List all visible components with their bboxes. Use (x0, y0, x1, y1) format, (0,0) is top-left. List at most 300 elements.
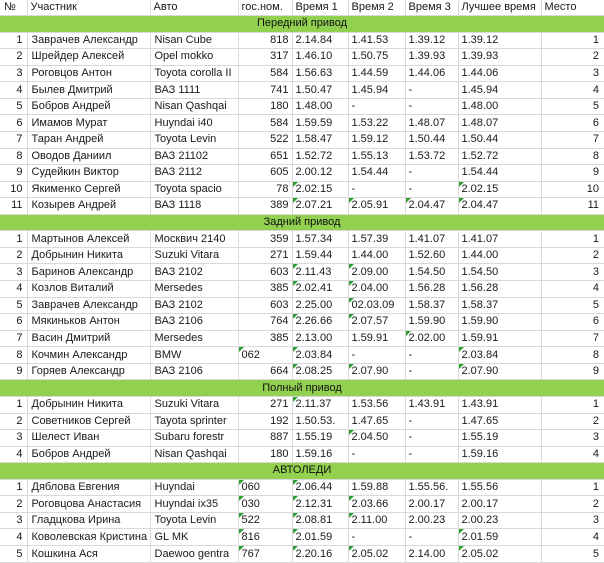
cell[interactable]: 1.48.07 (458, 115, 541, 132)
cell[interactable]: 2.01.59 (458, 529, 541, 546)
cell[interactable]: 2.12.31 (292, 496, 348, 513)
cell[interactable]: 1.45.94 (348, 82, 405, 99)
cell[interactable]: 7 (0, 131, 27, 148)
cell[interactable]: Шрейдер Алексей (27, 49, 150, 66)
cell[interactable]: Toyota corolla II (150, 65, 238, 82)
cell[interactable]: 2.00.17 (458, 496, 541, 513)
cell[interactable]: Судейкин Виктор (27, 165, 150, 182)
cell[interactable]: 1.59.91 (458, 330, 541, 347)
cell[interactable]: 4 (541, 82, 604, 99)
cell[interactable]: Добрынин Никита (27, 396, 150, 413)
cell[interactable]: 5 (541, 98, 604, 115)
cell[interactable]: 2.03.66 (348, 496, 405, 513)
cell[interactable]: 180 (238, 98, 292, 115)
cell[interactable]: 385 (238, 281, 292, 298)
cell[interactable]: 764 (238, 314, 292, 331)
section-header[interactable]: АВТОЛЕДИ (0, 463, 604, 480)
table-row (0, 330, 604, 347)
cell[interactable]: Гладцкова Ирина (27, 512, 150, 529)
section-row (0, 16, 604, 33)
cell[interactable]: 3 (541, 264, 604, 281)
cell[interactable]: 02.03.09 (348, 297, 405, 314)
cell[interactable]: 7 (541, 131, 604, 148)
cell[interactable]: 2.05.02 (458, 546, 541, 563)
cell[interactable]: 2.07.57 (348, 314, 405, 331)
cell[interactable]: 1.41.53 (348, 32, 405, 49)
cell[interactable]: 1.41.07 (458, 231, 541, 248)
cell[interactable]: 8 (0, 347, 27, 364)
table-row (0, 148, 604, 165)
cell[interactable]: - (348, 446, 405, 463)
cell[interactable]: - (405, 529, 458, 546)
cell[interactable]: 741 (238, 82, 292, 99)
cell[interactable]: 2.02.00 (405, 330, 458, 347)
cell[interactable]: 2.20.16 (292, 546, 348, 563)
cell[interactable]: Mersedes (150, 330, 238, 347)
table-row (0, 115, 604, 132)
cell[interactable]: 6 (541, 314, 604, 331)
cell[interactable]: 1.59.88 (348, 479, 405, 496)
cell[interactable]: Москвич 2140 (150, 231, 238, 248)
column-header-participant[interactable]: Участник (27, 0, 150, 16)
cell[interactable]: 271 (238, 396, 292, 413)
results-table-body (0, 16, 604, 563)
cell[interactable]: - (405, 82, 458, 99)
cell[interactable]: - (405, 165, 458, 182)
cell[interactable]: 2.04.50 (348, 430, 405, 447)
cell[interactable]: 180 (238, 446, 292, 463)
column-header-number[interactable]: № (0, 0, 27, 16)
cell[interactable]: 8 (541, 148, 604, 165)
cell[interactable]: - (405, 98, 458, 115)
cell[interactable]: Роговцов Антон (27, 65, 150, 82)
column-header-reg-number[interactable]: гос.ном. (238, 0, 292, 16)
cell[interactable]: 8 (541, 347, 604, 364)
section-header[interactable]: Полный привод (0, 380, 604, 397)
cell[interactable]: Huyndai (150, 479, 238, 496)
cell[interactable]: 584 (238, 65, 292, 82)
cell[interactable]: 1 (541, 396, 604, 413)
cell[interactable]: 1.50.53. (292, 413, 348, 430)
header-row (0, 0, 604, 16)
cell[interactable]: Имамов Мурат (27, 115, 150, 132)
cell[interactable]: ВАЗ 2112 (150, 165, 238, 182)
cell[interactable]: Nisan Qashqai (150, 98, 238, 115)
cell[interactable]: 1.55.56. (405, 479, 458, 496)
cell[interactable]: 9 (0, 363, 27, 380)
cell[interactable]: 5 (541, 546, 604, 563)
cell[interactable]: 2 (0, 496, 27, 513)
cell[interactable]: 4 (0, 529, 27, 546)
table-row (0, 396, 604, 413)
cell[interactable]: 522 (238, 512, 292, 529)
cell[interactable]: Шелест Иван (27, 430, 150, 447)
cell[interactable]: 1.57.34 (292, 231, 348, 248)
cell[interactable]: ВАЗ 2102 (150, 264, 238, 281)
column-header-best-time[interactable]: Лучшее время (458, 0, 541, 16)
cell[interactable]: Daewoo gentra (150, 546, 238, 563)
cell[interactable]: 1.54.44 (458, 165, 541, 182)
cell[interactable]: 1.55.56 (458, 479, 541, 496)
cell[interactable]: 11 (541, 198, 604, 215)
cell[interactable]: Бобров Андрей (27, 98, 150, 115)
cell[interactable]: 605 (238, 165, 292, 182)
cell[interactable]: ВАЗ 21102 (150, 148, 238, 165)
cell[interactable]: 2.25.00 (292, 297, 348, 314)
cell[interactable]: 5 (0, 297, 27, 314)
cell[interactable]: 3 (0, 512, 27, 529)
cell[interactable]: 1 (0, 32, 27, 49)
cell[interactable]: 2 (0, 413, 27, 430)
cell[interactable]: 1.59.91 (348, 330, 405, 347)
cell[interactable]: Козырев Андрей (27, 198, 150, 215)
cell[interactable]: 062 (238, 347, 292, 364)
cell[interactable]: 1.47.65 (348, 413, 405, 430)
cell[interactable]: 4 (541, 281, 604, 298)
cell[interactable]: 10 (541, 181, 604, 198)
cell[interactable]: Оводов Даниил (27, 148, 150, 165)
cell[interactable]: 4 (0, 446, 27, 463)
cell[interactable]: 651 (238, 148, 292, 165)
cell[interactable]: 1 (541, 231, 604, 248)
cell[interactable]: 2.03.84 (458, 347, 541, 364)
cell[interactable]: 1.53.56 (348, 396, 405, 413)
table-row (0, 281, 604, 298)
cell[interactable]: 3 (0, 65, 27, 82)
cell[interactable]: 7 (0, 330, 27, 347)
table-row (0, 231, 604, 248)
cell[interactable]: GL MK (150, 529, 238, 546)
cell[interactable]: 1.59.16 (458, 446, 541, 463)
table-row (0, 363, 604, 380)
cell[interactable]: Таран Андрей (27, 131, 150, 148)
column-header-time3[interactable]: Время 3 (405, 0, 458, 16)
cell[interactable]: 4 (541, 529, 604, 546)
cell[interactable]: 1.58.37 (458, 297, 541, 314)
cell[interactable]: 2.26.66 (292, 314, 348, 331)
cell[interactable]: 1.59.12 (348, 131, 405, 148)
cell[interactable]: BMW (150, 347, 238, 364)
cell[interactable]: Мякиньков Антон (27, 314, 150, 331)
cell[interactable]: - (348, 347, 405, 364)
cell[interactable]: Toyota spacio (150, 181, 238, 198)
cell[interactable]: Кочмин Александр (27, 347, 150, 364)
cell[interactable]: 603 (238, 297, 292, 314)
cell[interactable]: 1.54.50 (405, 264, 458, 281)
cell[interactable]: 1.59.90 (458, 314, 541, 331)
cell[interactable]: 1.47.65 (458, 413, 541, 430)
cell[interactable]: 2 (0, 247, 27, 264)
cell[interactable]: 2.04.47 (458, 198, 541, 215)
cell[interactable]: 1.54.44 (348, 165, 405, 182)
cell[interactable]: 1.39.12 (405, 32, 458, 49)
cell[interactable]: Tayota sprinter (150, 413, 238, 430)
cell[interactable]: 2 (0, 49, 27, 66)
cell[interactable]: 9 (0, 165, 27, 182)
cell[interactable]: Nisan Cube (150, 32, 238, 49)
cell[interactable]: 3 (541, 65, 604, 82)
cell[interactable]: Дяблова Евгения (27, 479, 150, 496)
section-header[interactable]: Задний привод (0, 214, 604, 231)
cell[interactable]: - (405, 413, 458, 430)
cell[interactable]: 060 (238, 479, 292, 496)
column-header-car[interactable]: Авто (150, 0, 238, 16)
table-row (0, 98, 604, 115)
cell[interactable]: 3 (0, 430, 27, 447)
cell[interactable]: ВАЗ 2106 (150, 363, 238, 380)
cell[interactable]: - (348, 181, 405, 198)
cell[interactable]: 1.56.28 (405, 281, 458, 298)
cell[interactable]: 3 (541, 512, 604, 529)
cell[interactable]: ВАЗ 2106 (150, 314, 238, 331)
table-row (0, 247, 604, 264)
cell[interactable]: Якименко Сергей (27, 181, 150, 198)
cell[interactable]: Мартынов Алексей (27, 231, 150, 248)
cell[interactable]: 1.56.63 (292, 65, 348, 82)
cell[interactable]: Заврачев Александр (27, 297, 150, 314)
cell[interactable]: 1.39.12 (458, 32, 541, 49)
cell[interactable]: 2.00.17 (405, 496, 458, 513)
cell[interactable]: 1 (541, 479, 604, 496)
table-row (0, 496, 604, 513)
cell[interactable]: 2.03.84 (292, 347, 348, 364)
cell[interactable]: ВАЗ 1118 (150, 198, 238, 215)
cell[interactable]: 816 (238, 529, 292, 546)
cell[interactable]: 1.50.75 (348, 49, 405, 66)
cell[interactable]: 2.07.90 (348, 363, 405, 380)
cell[interactable]: Былев Дмитрий (27, 82, 150, 99)
cell[interactable]: 5 (0, 98, 27, 115)
cell[interactable]: 6 (0, 314, 27, 331)
cell[interactable]: 317 (238, 49, 292, 66)
cell[interactable]: 2.04.47 (405, 198, 458, 215)
cell[interactable]: 1.41.07 (405, 231, 458, 248)
cell[interactable]: 1.44.00 (458, 247, 541, 264)
cell[interactable]: 2.11.37 (292, 396, 348, 413)
table-row (0, 413, 604, 430)
cell[interactable]: 359 (238, 231, 292, 248)
cell[interactable]: 1.52.72 (458, 148, 541, 165)
cell[interactable]: 3 (0, 264, 27, 281)
column-header-place[interactable]: Место (541, 0, 604, 16)
cell[interactable]: ВАЗ 2102 (150, 297, 238, 314)
cell[interactable]: 522 (238, 131, 292, 148)
cell[interactable]: Добрынин Никита (27, 247, 150, 264)
cell[interactable]: Бобров Андрей (27, 446, 150, 463)
cell[interactable]: Кошкина Ася (27, 546, 150, 563)
cell[interactable]: 1.45.94 (458, 82, 541, 99)
column-header-time2[interactable]: Время 2 (348, 0, 405, 16)
cell[interactable]: 1 (0, 231, 27, 248)
cell[interactable]: - (405, 446, 458, 463)
table-row (0, 479, 604, 496)
cell[interactable]: Opel mokko (150, 49, 238, 66)
cell[interactable]: 6 (0, 115, 27, 132)
cell[interactable]: 1.52.72 (292, 148, 348, 165)
section-header[interactable]: Передний привод (0, 16, 604, 33)
cell[interactable]: 8 (0, 148, 27, 165)
cell[interactable]: 1.44.06 (458, 65, 541, 82)
cell[interactable]: 1.56.28 (458, 281, 541, 298)
cell[interactable]: Huyndai i40 (150, 115, 238, 132)
cell[interactable]: Toyota Levin (150, 131, 238, 148)
cell[interactable]: Suzuki Vitara (150, 396, 238, 413)
cell[interactable]: Васин Дмитрий (27, 330, 150, 347)
cell[interactable]: 1.55.13 (348, 148, 405, 165)
cell[interactable]: ВАЗ 1111 (150, 82, 238, 99)
table-row (0, 446, 604, 463)
cell[interactable]: 1.44.00 (348, 247, 405, 264)
table-row (0, 264, 604, 281)
cell[interactable]: 2.08.25 (292, 363, 348, 380)
cell[interactable]: 1.48.00 (292, 98, 348, 115)
cell[interactable]: Баринов Александр (27, 264, 150, 281)
cell[interactable]: 2 (541, 49, 604, 66)
table-row (0, 198, 604, 215)
cell[interactable]: 4 (541, 446, 604, 463)
cell[interactable]: 5 (541, 297, 604, 314)
cell[interactable]: 030 (238, 496, 292, 513)
cell[interactable]: Горяев Александр (27, 363, 150, 380)
cell[interactable]: 1.54.50 (458, 264, 541, 281)
cell[interactable]: 2.02.15 (292, 181, 348, 198)
cell[interactable]: 1.55.19 (458, 430, 541, 447)
cell[interactable]: 2.04.00 (348, 281, 405, 298)
table-row (0, 546, 604, 563)
cell[interactable]: - (405, 430, 458, 447)
table-row (0, 297, 604, 314)
table-row (0, 165, 604, 182)
table-row (0, 430, 604, 447)
cell[interactable]: 584 (238, 115, 292, 132)
cell[interactable]: 2 (541, 496, 604, 513)
table-row (0, 82, 604, 99)
cell[interactable]: 1.48.07 (405, 115, 458, 132)
cell[interactable]: Huyndai ix35 (150, 496, 238, 513)
cell[interactable]: 389 (238, 198, 292, 215)
cell[interactable]: 1.57.39 (348, 231, 405, 248)
cell[interactable]: - (405, 363, 458, 380)
cell[interactable]: 3 (541, 430, 604, 447)
cell[interactable]: 1.53.22 (348, 115, 405, 132)
cell[interactable]: 1.50.47 (292, 82, 348, 99)
cell[interactable]: 2.06.44 (292, 479, 348, 496)
cell[interactable]: Заврачев Александр (27, 32, 150, 49)
table-row (0, 529, 604, 546)
cell[interactable]: 1.50.44 (405, 131, 458, 148)
cell[interactable]: 1.58.37 (405, 297, 458, 314)
cell[interactable]: Советников Сергей (27, 413, 150, 430)
cell[interactable]: 2.11.00 (348, 512, 405, 529)
cell[interactable]: 1.59.44 (292, 247, 348, 264)
cell[interactable]: 1.43.91 (405, 396, 458, 413)
column-header-time1[interactable]: Время 1 (292, 0, 348, 16)
table-row (0, 512, 604, 529)
cell[interactable]: 1.59.59 (292, 115, 348, 132)
cell[interactable]: 1.50.44 (458, 131, 541, 148)
cell[interactable]: Suzuki Vitara (150, 247, 238, 264)
cell[interactable]: Роговцова Анастасия (27, 496, 150, 513)
cell[interactable]: 2.11.43 (292, 264, 348, 281)
cell[interactable]: 2.08.81 (292, 512, 348, 529)
cell[interactable]: 1.46.10 (292, 49, 348, 66)
cell[interactable]: 6 (541, 115, 604, 132)
cell[interactable]: 1.44.06 (405, 65, 458, 82)
cell[interactable]: - (405, 181, 458, 198)
cell[interactable]: 1.59.90 (405, 314, 458, 331)
cell[interactable]: 78 (238, 181, 292, 198)
cell[interactable]: - (405, 347, 458, 364)
cell[interactable]: 2.09.00 (348, 264, 405, 281)
cell[interactable]: 7 (541, 330, 604, 347)
cell[interactable]: 2 (541, 247, 604, 264)
cell[interactable]: 4 (0, 281, 27, 298)
cell[interactable]: 2.00.23 (405, 512, 458, 529)
cell[interactable]: 767 (238, 546, 292, 563)
cell[interactable]: Козлов Виталий (27, 281, 150, 298)
cell[interactable]: - (348, 98, 405, 115)
cell[interactable]: 2.14.84 (292, 32, 348, 49)
cell[interactable]: Коволевская Кристина (27, 529, 150, 546)
cell[interactable]: 2.02.15 (458, 181, 541, 198)
cell[interactable]: 603 (238, 264, 292, 281)
cell[interactable]: 887 (238, 430, 292, 447)
cell[interactable]: 2.05.02 (348, 546, 405, 563)
cell[interactable]: 9 (541, 165, 604, 182)
cell[interactable]: 385 (238, 330, 292, 347)
cell[interactable]: 1.53.72 (405, 148, 458, 165)
cell[interactable]: Subaru forestr (150, 430, 238, 447)
cell[interactable]: 10 (0, 181, 27, 198)
cell[interactable]: 1.48.00 (458, 98, 541, 115)
cell[interactable]: 1.55.19 (292, 430, 348, 447)
cell[interactable]: 1.43.91 (458, 396, 541, 413)
cell[interactable]: 1.39.93 (405, 49, 458, 66)
cell[interactable]: 4 (0, 82, 27, 99)
cell[interactable]: 1.58.47 (292, 131, 348, 148)
cell[interactable]: 664 (238, 363, 292, 380)
cell[interactable]: 2.01.59 (292, 529, 348, 546)
cell[interactable]: 192 (238, 413, 292, 430)
cell[interactable]: 2.00.12 (292, 165, 348, 182)
cell[interactable]: 1.59.16 (292, 446, 348, 463)
cell[interactable]: 1 (541, 32, 604, 49)
cell[interactable]: 9 (541, 363, 604, 380)
cell[interactable]: 11 (0, 198, 27, 215)
cell[interactable]: 1 (0, 396, 27, 413)
cell[interactable]: 2.00.23 (458, 512, 541, 529)
cell[interactable]: Mersedes (150, 281, 238, 298)
cell[interactable]: 5 (0, 546, 27, 563)
cell[interactable]: 2.05.91 (348, 198, 405, 215)
cell[interactable]: 1.52.60 (405, 247, 458, 264)
cell[interactable]: 1.39.93 (458, 49, 541, 66)
cell[interactable]: Toyota Levin (150, 512, 238, 529)
cell[interactable]: 2.14.00 (405, 546, 458, 563)
cell[interactable]: 2.13.00 (292, 330, 348, 347)
table-row (0, 181, 604, 198)
cell[interactable]: 271 (238, 247, 292, 264)
cell[interactable]: 2.02.41 (292, 281, 348, 298)
cell[interactable]: 2 (541, 413, 604, 430)
cell[interactable]: 1 (0, 479, 27, 496)
cell[interactable]: 2.07.21 (292, 198, 348, 215)
cell[interactable]: Nisan Qashqai (150, 446, 238, 463)
cell[interactable]: 1.44.59 (348, 65, 405, 82)
cell[interactable]: 818 (238, 32, 292, 49)
cell[interactable]: 2.07.90 (458, 363, 541, 380)
cell[interactable]: - (348, 529, 405, 546)
